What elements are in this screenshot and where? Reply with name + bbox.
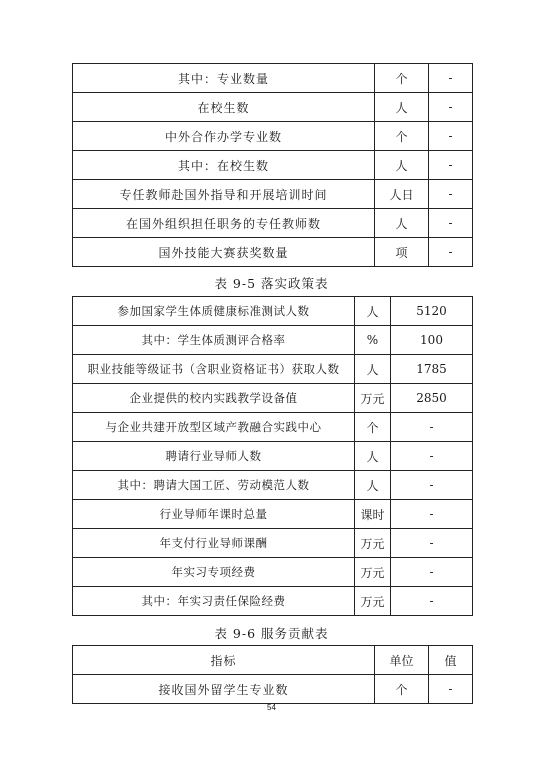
unit-cell: 人	[375, 209, 429, 238]
indicator-cell: 接收国外留学生专业数	[73, 675, 375, 704]
table-row	[73, 355, 473, 384]
table-body	[73, 297, 473, 616]
value-cell: 100	[391, 326, 473, 355]
table-row	[73, 587, 473, 616]
indicator-cell: 中外合作办学专业数	[73, 122, 375, 151]
indicator-cell: 其中：在校生数	[73, 151, 375, 180]
unit-cell: 个	[375, 64, 429, 93]
unit-cell: 万元	[355, 587, 391, 616]
value-cell: -	[429, 238, 473, 267]
value-cell: -	[391, 558, 473, 587]
unit-cell: 万元	[355, 384, 391, 413]
indicator-cell: 参加国家学生体质健康标准测试人数	[73, 297, 355, 326]
table-row	[73, 471, 473, 500]
table-header-row	[73, 646, 473, 675]
value-cell: 2850	[391, 384, 473, 413]
unit-cell: %	[355, 326, 391, 355]
unit-cell: 人	[355, 297, 391, 326]
table-row	[73, 558, 473, 587]
value-cell: -	[429, 64, 473, 93]
value-cell: -	[391, 413, 473, 442]
unit-cell: 人	[375, 93, 429, 122]
unit-cell: 个	[355, 413, 391, 442]
unit-cell: 人	[355, 442, 391, 471]
value-cell: -	[391, 587, 473, 616]
unit-cell: 人	[355, 355, 391, 384]
unit-cell: 个	[375, 122, 429, 151]
table-row	[73, 93, 473, 122]
unit-cell: 人日	[375, 180, 429, 209]
value-cell: -	[391, 500, 473, 529]
table-body	[73, 675, 473, 704]
indicator-cell: 聘请行业导师人数	[73, 442, 355, 471]
page-number: 54	[267, 703, 276, 712]
unit-cell: 万元	[355, 558, 391, 587]
unit-cell: 项	[375, 238, 429, 267]
indicator-cell: 企业提供的校内实践教学设备值	[73, 384, 355, 413]
unit-cell: 个	[375, 675, 429, 704]
international-indicators-table	[72, 63, 473, 267]
header-indicator: 指标	[73, 646, 375, 675]
unit-cell: 万元	[355, 529, 391, 558]
indicator-cell: 与企业共建开放型区域产教融合实践中心	[73, 413, 355, 442]
indicator-cell: 其中：学生体质测评合格率	[73, 326, 355, 355]
value-cell: -	[429, 675, 473, 704]
policy-implementation-table	[72, 296, 473, 616]
table-body	[73, 64, 473, 267]
unit-cell: 课时	[355, 500, 391, 529]
indicator-cell: 专任教师赴国外指导和开展培训时间	[73, 180, 375, 209]
indicator-cell: 其中：聘请大国工匠、劳动模范人数	[73, 471, 355, 500]
header-value: 值	[429, 646, 473, 675]
indicator-cell: 在校生数	[73, 93, 375, 122]
value-cell: -	[429, 122, 473, 151]
table-row	[73, 180, 473, 209]
service-contribution-table	[72, 645, 473, 704]
table-row	[73, 529, 473, 558]
table-row	[73, 297, 473, 326]
indicator-cell: 职业技能等级证书（含职业资格证书）获取人数	[73, 355, 355, 384]
table-row	[73, 384, 473, 413]
table-row	[73, 675, 473, 704]
indicator-cell: 年支付行业导师课酬	[73, 529, 355, 558]
value-cell: -	[429, 93, 473, 122]
table-9-5-caption: 表 9-5 落实政策表	[214, 276, 329, 291]
value-cell: 1785	[391, 355, 473, 384]
indicator-cell: 年实习专项经费	[73, 558, 355, 587]
indicator-cell: 其中：专业数量	[73, 64, 375, 93]
unit-cell: 人	[375, 151, 429, 180]
table-row	[73, 209, 473, 238]
indicator-cell: 行业导师年课时总量	[73, 500, 355, 529]
table-row	[73, 500, 473, 529]
value-cell: -	[429, 151, 473, 180]
table-row	[73, 151, 473, 180]
unit-cell: 人	[355, 471, 391, 500]
table-row	[73, 413, 473, 442]
value-cell: -	[391, 442, 473, 471]
indicator-cell: 在国外组织担任职务的专任教师数	[73, 209, 375, 238]
table-row	[73, 238, 473, 267]
table-row	[73, 442, 473, 471]
value-cell: -	[429, 180, 473, 209]
table-row	[73, 64, 473, 93]
header-unit: 单位	[375, 646, 429, 675]
table-9-6-caption: 表 9-6 服务贡献表	[214, 626, 329, 641]
table-row	[73, 122, 473, 151]
table-row	[73, 326, 473, 355]
value-cell: -	[391, 471, 473, 500]
value-cell: -	[429, 209, 473, 238]
value-cell: 5120	[391, 297, 473, 326]
value-cell: -	[391, 529, 473, 558]
indicator-cell: 国外技能大赛获奖数量	[73, 238, 375, 267]
indicator-cell: 其中：年实习责任保险经费	[73, 587, 355, 616]
